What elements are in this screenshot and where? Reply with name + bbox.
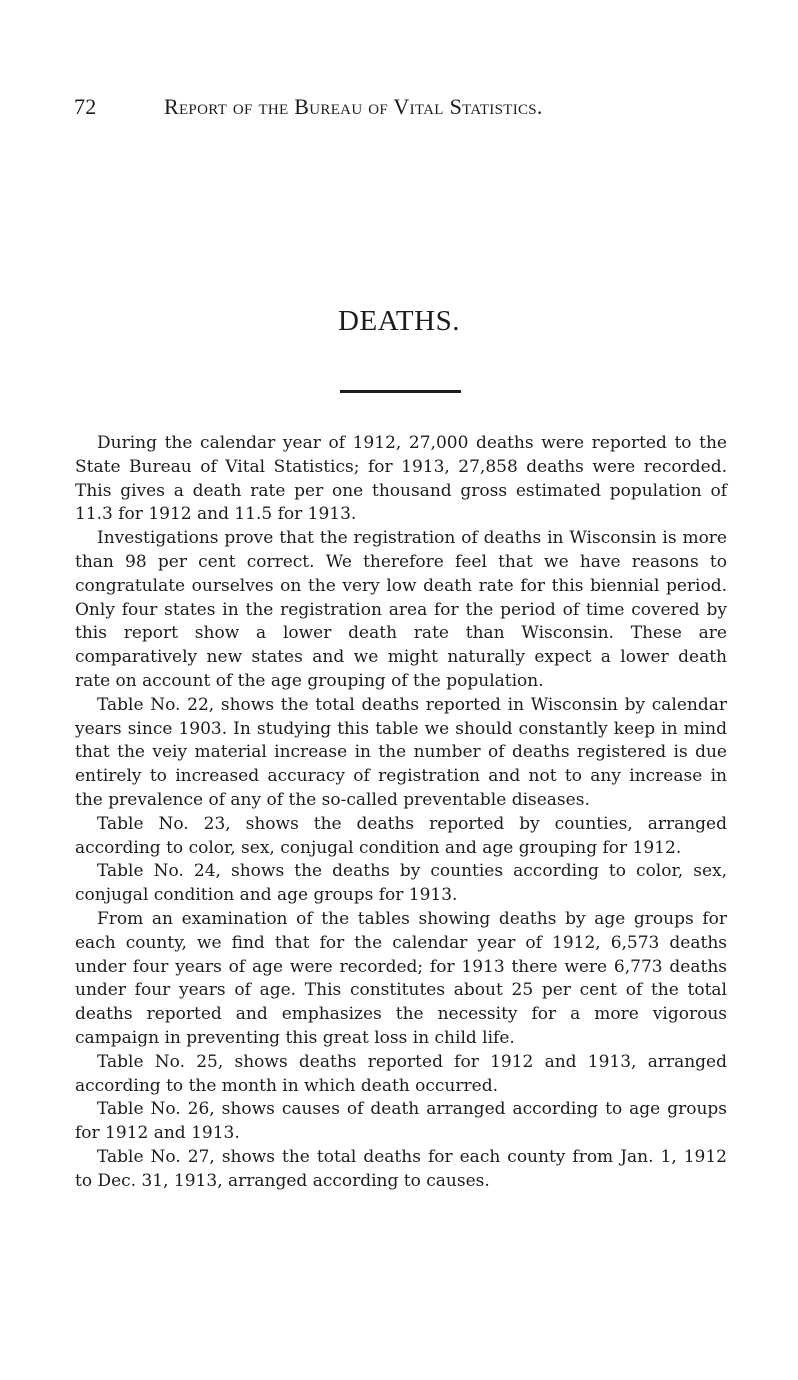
paragraph-8: Table No. 26, shows causes of death arranged according to age groups for 1912 and 1913. [75,1099,727,1144]
paragraph-2: Investigations prove that the registration of deaths in Wisconsin is more than 98 per cent correct. We therefore feel that we have reasons to congratulate ourselves on the very low death rate for this biennial period. Only four states in the registration area for the period of time covered by this report show a lower death rate than Wisconsin. These are comparatively new states and we might naturally expect a lower death rate on account of the age grouping of the population. [75,528,727,691]
paragraph-4: Table No. 23, shows the deaths reported by counties, arranged according to color, sex, conjugal condition and age grouping for 1912. [75,813,727,858]
paragraph-6: From an examination of the tables showing deaths by age groups for each county, we find that for the calendar year of 1912, 6,573 deaths under four years of age were recorded; for 1913 there were 6,773 deaths under four years of age. This constitutes about 25 per cent of the total deaths reported and emphasizes the necessity for a more vigorous campaign in preventing this great loss in child life. [75,908,727,1048]
running-title: Report of the Bureau of Vital Statistics. [164,94,543,119]
paragraph-9: Table No. 27, shows the total deaths for each county from Jan. 1, 1912 to Dec. 31, 1913, arranged according to causes. [75,1146,727,1191]
paragraph-5: Table No. 24, shows the deaths by counties according to color, sex, conjugal condition and age groups for 1913. [75,861,727,906]
page-number: 72 [74,94,97,119]
paragraph-3: Table No. 22, shows the total deaths reported in Wisconsin by calendar years since 1903. In studying this table we should constantly keep in mind that the veiy material increase in the number of deaths registered is due entirely to increased accuracy of registration and not to any increase in the prevalence of any of the so-called preventable diseases. [75,694,727,810]
running-head [74,94,674,122]
paragraph-1: During the calendar year of 1912, 27,000 deaths were reported to the State Bureau of Vital Statistics; for 1913, 27,858 deaths were recorded. This gives a death rate per one thousand gross estimated population of 11.3 for 1912 and 11.5 for 1913. [75,433,727,525]
body-text [75,432,727,1194]
section-title: DEATHS. [338,305,460,337]
paragraph-7: Table No. 25, shows deaths reported for 1912 and 1913, arranged according to the month in which death occurred. [75,1051,727,1096]
title-rule [340,390,461,393]
